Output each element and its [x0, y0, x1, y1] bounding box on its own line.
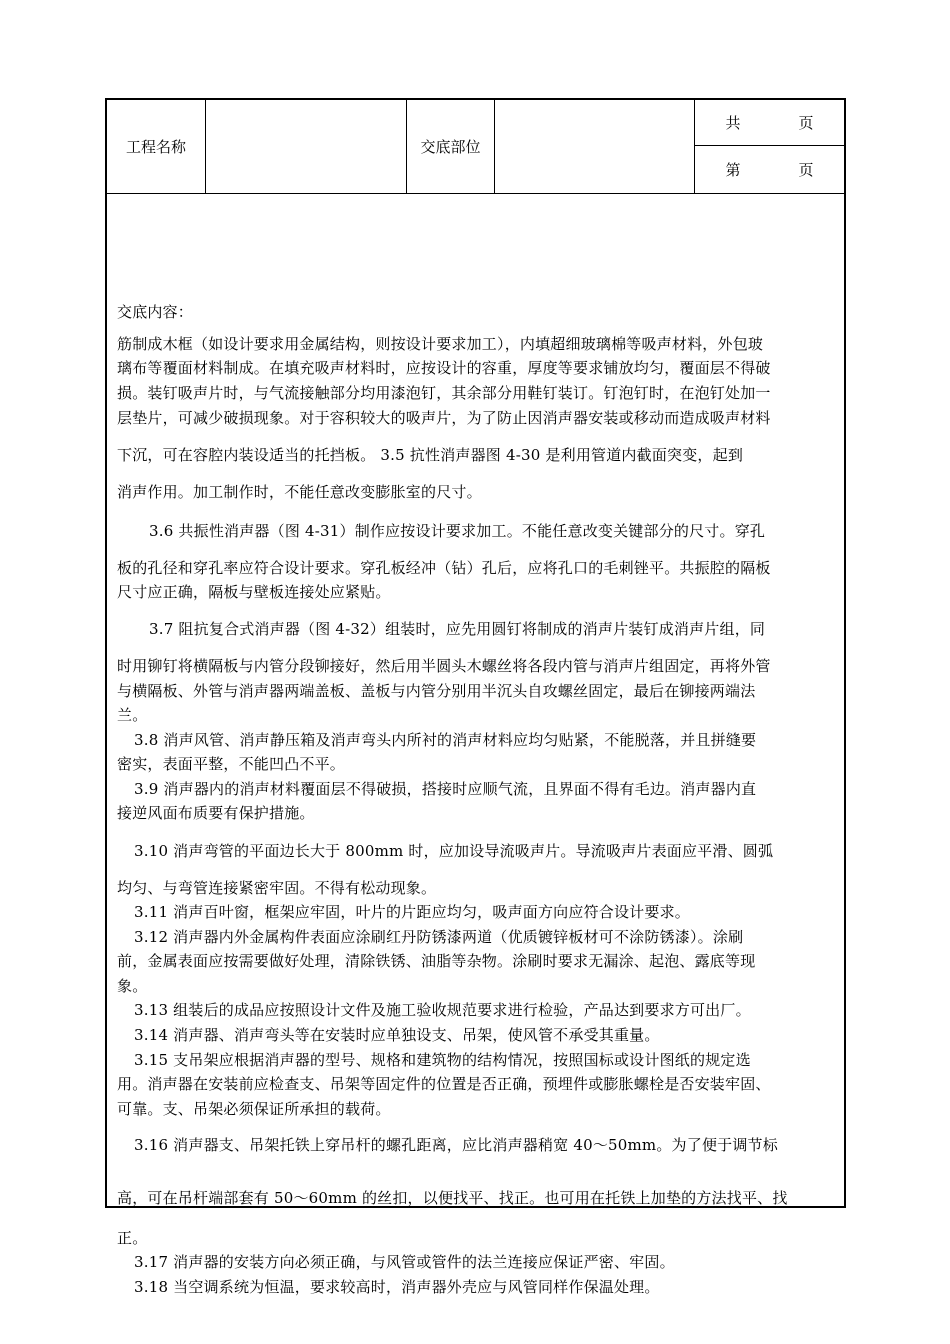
content-line: 3.8 消声风管、消声静压箱及消声弯头内所衬的消声材料应均匀贴紧，不能脱落，并且拼缝要 — [134, 731, 757, 749]
content-line: 高，可在吊杆端部套有 50～60mm 的丝扣，以便找平、找正。也可用在托铁上加垫的方法找平、找 — [117, 1189, 788, 1207]
content-line: 用。消声器在安装前应检查支、吊架等固定件的位置是否正确，预埋件或膨胀螺栓是否安装牢固、 — [117, 1075, 771, 1093]
content-line: 密实，表面平整，不能凹凸不平。 — [117, 755, 346, 773]
content-line: 层垫片，可减少破损现象。对于容积较大的吸声片，为了防止因消声器安装或移动而造成吸声材料 — [117, 409, 771, 427]
content-line: 损。装钉吸声片时，与气流接触部分均用漆泡钉，其余部分用鞋钉装订。钉泡钉时，在泡钉处加一 — [117, 384, 771, 402]
content-line: 尺寸应正确，隔板与壁板连接处应紧贴。 — [117, 583, 391, 601]
content-line: 璃布等覆面材料制成。在填充吸声材料时，应按设计的容重，厚度等要求铺放均匀，覆面层不得破 — [117, 359, 771, 377]
content-line: 3.7 阻抗复合式消声器（图 4-32）组装时，应先用圆钉将制成的消声片装钉成消声片组，同 — [149, 620, 766, 638]
content-line: 下沉，可在容腔内装设适当的托挡板。 3.5 抗性消声器图 4-30 是利用管道内截面突变，起到 — [117, 446, 744, 464]
content-line: 3.11 消声百叶窗，框架应牢固，叶片的片距应均匀，吸声面方向应符合设计要求。 — [134, 903, 690, 921]
content-label: 交底内容： — [117, 303, 194, 321]
content-line: 时用铆钉将横隔板与内管分段铆接好，然后用半圆头木螺丝将各段内管与消声片组固定，再将外管 — [117, 657, 771, 675]
project-name-label: 工程名称 — [107, 100, 206, 193]
content-line: 消声作用。加工制作时，不能任意改变膨胀室的尺寸。 — [117, 483, 482, 501]
content-line: 3.17 消声器的安装方向必须正确，与风管或管件的法兰连接应保证严密、牢固。 — [134, 1253, 675, 1271]
content-line: 3.13 组装后的成品应按照设计文件及施工验收规范要求进行检验，产品达到要求方可出厂。 — [134, 1001, 751, 1019]
content-line: 接逆风面布质要有保护措施。 — [117, 804, 315, 822]
content-line: 3.10 消声弯管的平面边长大于 800mm 时，应加设导流吸声片。导流吸声片表面应平滑、圆弧 — [134, 842, 774, 860]
location-value — [495, 100, 695, 193]
project-name-value — [206, 100, 407, 193]
content-line: 可靠。支、吊架必须保证所承担的载荷。 — [117, 1100, 391, 1118]
content-line: 筋制成木框（如设计要求用金属结构，则按设计要求加工），内填超细玻璃棉等吸声材料，外包玻 — [117, 335, 764, 353]
content-line: 3.16 消声器支、吊架托铁上穿吊杆的螺孔距离，应比消声器稍宽 40～50mm。为了便于调节标 — [134, 1136, 778, 1154]
total-pages-prefix: 共 — [725, 114, 741, 132]
content-line: 兰。 — [117, 706, 148, 724]
content-line: 板的孔径和穿孔率应符合设计要求。穿孔板经冲（钻）孔后，应将孔口的毛刺锉平。共振腔的隔板 — [117, 559, 771, 577]
content-line: 3.6 共振性消声器（图 4-31）制作应按设计要求加工。不能任意改变关键部分的尺寸。穿孔 — [149, 522, 766, 540]
content-line: 3.18 当空调系统为恒温，要求较高时，消声器外壳应与风管同样作保温处理。 — [134, 1278, 660, 1296]
total-pages-suffix: 页 — [798, 114, 814, 132]
content-line: 均匀、与弯管连接紧密牢固。不得有松动现象。 — [117, 879, 437, 897]
disclosure-form — [105, 98, 846, 1296]
content-line: 象。 — [117, 977, 148, 995]
location-label: 交底部位 — [407, 100, 495, 193]
content-line: 3.14 消声器、消声弯头等在安装时应单独设支、吊架，使风管不承受其重量。 — [134, 1026, 660, 1044]
content-line: 3.9 消声器内的消声材料覆面层不得破损，搭接时应顺气流，且界面不得有毛边。消声器内直 — [134, 780, 757, 798]
content-line: 与横隔板、外管与消声器两端盖板、盖板与内管分别用半沉头自攻螺丝固定，最后在铆接两端法 — [117, 682, 756, 700]
content-line: 3.15 支吊架应根据消声器的型号、规格和建筑物的结构情况，按照国标或设计图纸的规定选 — [134, 1051, 751, 1069]
total-pages — [695, 100, 844, 146]
page-number-prefix: 第 — [725, 161, 741, 179]
content-line: 3.12 消声器内外金属构件表面应涂刷红丹防锈漆两道（优质镀锌板材可不涂防锈漆）。涂刷 — [134, 928, 744, 946]
form-header — [107, 100, 844, 194]
content-line: 正。 — [117, 1229, 148, 1247]
page-number — [695, 146, 844, 193]
content-line: 前，金属表面应按需要做好处理，清除铁锈、油脂等杂物。涂刷时要求无漏涂、起泡、露底等现 — [117, 952, 756, 970]
page-number-suffix: 页 — [798, 161, 814, 179]
